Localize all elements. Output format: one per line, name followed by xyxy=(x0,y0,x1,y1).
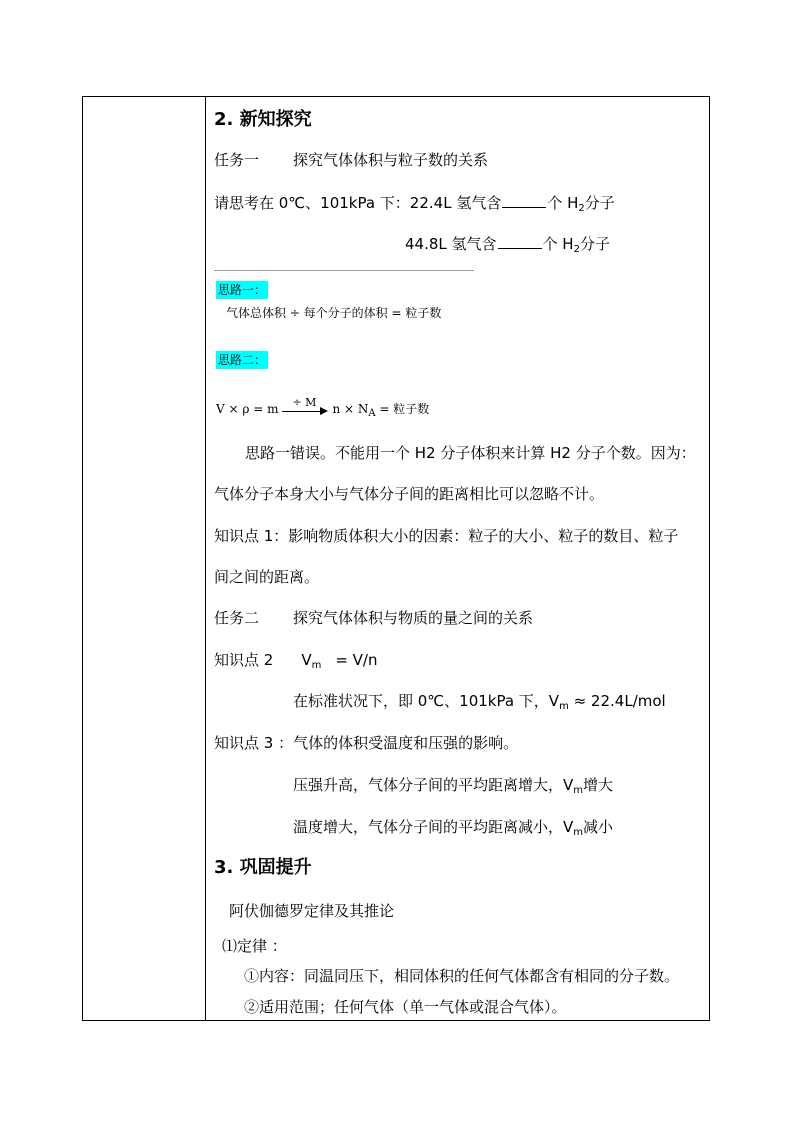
task1 xyxy=(214,150,488,170)
knowledge2-detail: 在标准状况下，即 0℃、101kPa 下，$V_m \approx 22.4L/mol$ xyxy=(293,692,666,712)
knowledge3-temperature: 温度增大，气体分子间的平均距离减小，$V_m$减小 xyxy=(293,818,614,838)
explain-line-2: 气体分子本身大小与气体分子间的距离相比可以忽略不计。 xyxy=(214,485,605,503)
law-item-content: ①内容：同温同压下，相同体积的任何气体都含有相同的分子数。 xyxy=(244,967,680,985)
question-1: 请思考在 0℃、101kPa 下：22.4L 氢气含 个 $H_2$分子 xyxy=(214,194,615,214)
avogadro-law-title: 阿伏伽德罗定律及其推论 xyxy=(229,902,395,920)
task2: 任务二 探究气体体积与物质的量之间的关系 xyxy=(214,609,534,627)
task1-label: 任务一 xyxy=(214,151,260,169)
column-divider xyxy=(205,97,206,1020)
knowledge2: 知识点 2 $V_m = V/n$ xyxy=(214,651,378,671)
idea2-label: 思路二： xyxy=(218,353,267,367)
idea1-formula: 气体总体积 ÷ 每个分子的体积 = 粒子数 xyxy=(226,306,442,320)
question-2: 44.8L 氢气含 个 $H_2$分子 xyxy=(405,235,610,255)
law-item-scope: ②适用范围；任何气体（单一气体或混合气体）。 xyxy=(244,998,567,1016)
content-table xyxy=(82,96,710,1021)
knowledge1-line-1: 知识点 1：影响物质体积大小的因素：粒子的大小、粒子的数目、粒子 xyxy=(214,527,679,545)
law-item-1: ⑴定律 ： xyxy=(222,937,287,955)
knowledge3: 知识点 3 ：气体的体积受温度和压强的影响。 xyxy=(214,734,519,752)
section3-title: 3. 巩固提升 xyxy=(214,857,312,878)
explain-line-1: 思路一错误。不能用一个 H2 分子体积来计算 H2 分子个数。因为： xyxy=(245,444,696,462)
knowledge3-pressure: 压强升高，气体分子间的平均距离增大，$V_m$增大 xyxy=(293,776,614,796)
separator-line xyxy=(214,270,474,271)
knowledge1-line-2: 间之间的距离。 xyxy=(214,568,320,586)
arrow-icon: ÷ M xyxy=(282,400,328,420)
idea2-formula: V × ρ = m ÷ M $n \times N_A$ = 粒子数 xyxy=(216,395,430,419)
idea1-label: 思路一： xyxy=(218,283,267,297)
task1-text: 探究气体体积与粒子数的关系 xyxy=(293,151,489,169)
answer-blank-1[interactable] xyxy=(502,193,546,208)
section2-title: 2. 新知探究 xyxy=(214,109,312,130)
answer-blank-2[interactable] xyxy=(498,234,542,249)
